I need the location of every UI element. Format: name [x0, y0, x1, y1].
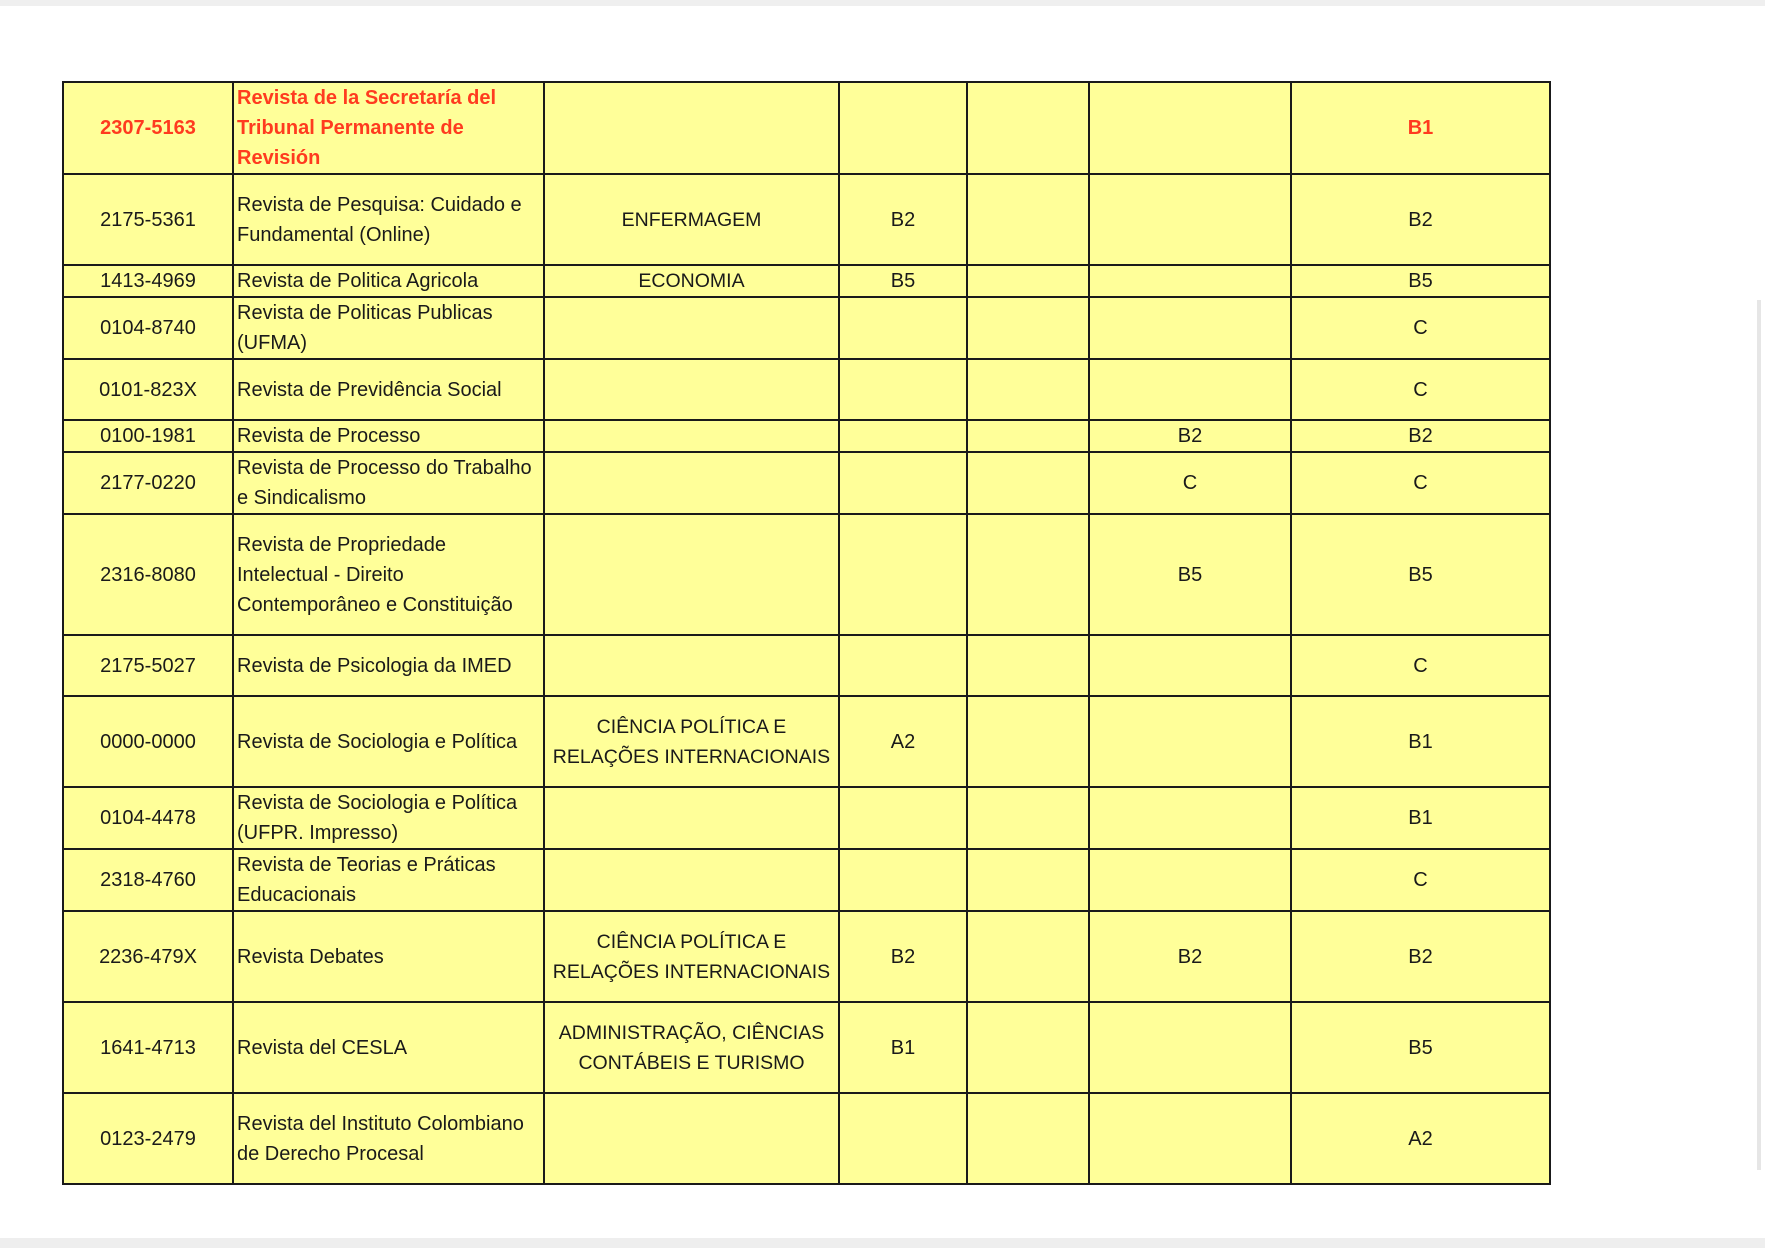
table-row	[63, 635, 1550, 696]
qualis-col5-cell	[967, 849, 1089, 911]
qualis-col5-cell	[967, 420, 1089, 452]
qualis-col6-cell	[1089, 82, 1291, 174]
table-row	[63, 174, 1550, 265]
area-qualis-cell: B5	[839, 265, 967, 297]
area-qualis-cell	[839, 359, 967, 420]
qualis-col6-cell	[1089, 696, 1291, 787]
area-qualis-cell	[839, 82, 967, 174]
issn-cell: 0100-1981	[63, 420, 233, 452]
issn-cell: 0101-823X	[63, 359, 233, 420]
final-qualis-cell: B5	[1291, 265, 1550, 297]
area-qualis-cell	[839, 635, 967, 696]
area-cell	[544, 635, 839, 696]
issn-cell: 2307-5163	[63, 82, 233, 174]
qualis-col5-cell	[967, 514, 1089, 635]
final-qualis-cell: B1	[1291, 82, 1550, 174]
journal-title-cell: Revista Debates	[233, 911, 544, 1002]
table-row	[63, 696, 1550, 787]
qualis-col5-cell	[967, 297, 1089, 359]
area-cell: ECONOMIA	[544, 265, 839, 297]
qualis-col6-cell	[1089, 635, 1291, 696]
qualis-col6-cell: B2	[1089, 420, 1291, 452]
table-row	[63, 452, 1550, 514]
table-row	[63, 911, 1550, 1002]
table-row	[63, 514, 1550, 635]
table-row	[63, 82, 1550, 174]
journal-title-cell: Revista de Propriedade Intelectual - Direito Contemporâneo e Constituição	[233, 514, 544, 635]
journal-title-cell: Revista de Processo do Trabalho e Sindicalismo	[233, 452, 544, 514]
issn-cell: 1641-4713	[63, 1002, 233, 1093]
journal-title-cell: Revista de Politicas Publicas (UFMA)	[233, 297, 544, 359]
journal-title-cell: Revista de Politica Agricola	[233, 265, 544, 297]
qualis-col6-cell	[1089, 265, 1291, 297]
area-qualis-cell	[839, 849, 967, 911]
area-qualis-cell	[839, 420, 967, 452]
final-qualis-cell: B5	[1291, 1002, 1550, 1093]
area-qualis-cell	[839, 452, 967, 514]
area-cell: ADMINISTRAÇÃO, CIÊNCIAS CONTÁBEIS E TURISMO	[544, 1002, 839, 1093]
table-row	[63, 265, 1550, 297]
qualis-col6-cell	[1089, 359, 1291, 420]
qualis-col5-cell	[967, 787, 1089, 849]
qualis-col5-cell	[967, 696, 1089, 787]
journal-title-cell: Revista de la Secretaría del Tribunal Permanente de Revisión	[233, 82, 544, 174]
journal-title-cell: Revista de Sociologia e Política	[233, 696, 544, 787]
final-qualis-cell: C	[1291, 849, 1550, 911]
qualis-col6-cell	[1089, 174, 1291, 265]
issn-cell: 0104-8740	[63, 297, 233, 359]
final-qualis-cell: C	[1291, 359, 1550, 420]
final-qualis-cell: C	[1291, 452, 1550, 514]
final-qualis-cell: A2	[1291, 1093, 1550, 1184]
journal-title-cell: Revista de Psicologia da IMED	[233, 635, 544, 696]
issn-cell: 2177-0220	[63, 452, 233, 514]
qualis-col5-cell	[967, 1093, 1089, 1184]
area-qualis-cell	[839, 514, 967, 635]
final-qualis-cell: B1	[1291, 787, 1550, 849]
journal-title-cell: Revista de Pesquisa: Cuidado e Fundamental (Online)	[233, 174, 544, 265]
table-row	[63, 1002, 1550, 1093]
qualis-col5-cell	[967, 635, 1089, 696]
qualis-col6-cell	[1089, 297, 1291, 359]
area-qualis-cell	[839, 297, 967, 359]
final-qualis-cell: B1	[1291, 696, 1550, 787]
qualis-col6-cell: B2	[1089, 911, 1291, 1002]
journal-qualis-table	[62, 81, 1551, 1185]
qualis-col5-cell	[967, 452, 1089, 514]
issn-cell: 0000-0000	[63, 696, 233, 787]
scan-top-edge	[0, 0, 1765, 6]
issn-cell: 0123-2479	[63, 1093, 233, 1184]
area-qualis-cell: A2	[839, 696, 967, 787]
final-qualis-cell: B2	[1291, 174, 1550, 265]
area-cell: CIÊNCIA POLÍTICA E RELAÇÕES INTERNACIONAIS	[544, 696, 839, 787]
area-cell: CIÊNCIA POLÍTICA E RELAÇÕES INTERNACIONAIS	[544, 911, 839, 1002]
area-cell	[544, 82, 839, 174]
table-row	[63, 849, 1550, 911]
final-qualis-cell: B2	[1291, 911, 1550, 1002]
issn-cell: 2236-479X	[63, 911, 233, 1002]
issn-cell: 1413-4969	[63, 265, 233, 297]
area-cell	[544, 359, 839, 420]
table-row	[63, 297, 1550, 359]
final-qualis-cell: C	[1291, 635, 1550, 696]
area-cell	[544, 1093, 839, 1184]
qualis-col6-cell: B5	[1089, 514, 1291, 635]
qualis-col6-cell: C	[1089, 452, 1291, 514]
area-cell	[544, 514, 839, 635]
qualis-col5-cell	[967, 1002, 1089, 1093]
qualis-col6-cell	[1089, 1002, 1291, 1093]
issn-cell: 2175-5361	[63, 174, 233, 265]
area-qualis-cell: B2	[839, 911, 967, 1002]
area-cell	[544, 849, 839, 911]
journal-title-cell: Revista del Instituto Colombiano de Derecho Procesal	[233, 1093, 544, 1184]
scan-bottom-edge	[0, 1238, 1765, 1248]
journal-title-cell: Revista de Processo	[233, 420, 544, 452]
issn-cell: 2316-8080	[63, 514, 233, 635]
area-cell	[544, 787, 839, 849]
qualis-col6-cell	[1089, 849, 1291, 911]
scan-right-edge	[1757, 300, 1761, 1170]
qualis-col6-cell	[1089, 1093, 1291, 1184]
area-qualis-cell	[839, 787, 967, 849]
area-qualis-cell: B1	[839, 1002, 967, 1093]
area-cell: ENFERMAGEM	[544, 174, 839, 265]
area-qualis-cell	[839, 1093, 967, 1184]
area-qualis-cell: B2	[839, 174, 967, 265]
qualis-col5-cell	[967, 359, 1089, 420]
area-cell	[544, 297, 839, 359]
issn-cell: 2175-5027	[63, 635, 233, 696]
journal-title-cell: Revista de Previdência Social	[233, 359, 544, 420]
final-qualis-cell: B2	[1291, 420, 1550, 452]
table-row	[63, 420, 1550, 452]
issn-cell: 0104-4478	[63, 787, 233, 849]
issn-cell: 2318-4760	[63, 849, 233, 911]
qualis-col5-cell	[967, 174, 1089, 265]
journal-title-cell: Revista de Teorias e Práticas Educacionais	[233, 849, 544, 911]
final-qualis-cell: B5	[1291, 514, 1550, 635]
table-row	[63, 359, 1550, 420]
final-qualis-cell: C	[1291, 297, 1550, 359]
qualis-col6-cell	[1089, 787, 1291, 849]
table-row	[63, 1093, 1550, 1184]
table-row	[63, 787, 1550, 849]
qualis-col5-cell	[967, 82, 1089, 174]
journal-title-cell: Revista del CESLA	[233, 1002, 544, 1093]
qualis-col5-cell	[967, 911, 1089, 1002]
area-cell	[544, 420, 839, 452]
journal-title-cell: Revista de Sociologia e Política (UFPR. Impresso)	[233, 787, 544, 849]
area-cell	[544, 452, 839, 514]
qualis-col5-cell	[967, 265, 1089, 297]
